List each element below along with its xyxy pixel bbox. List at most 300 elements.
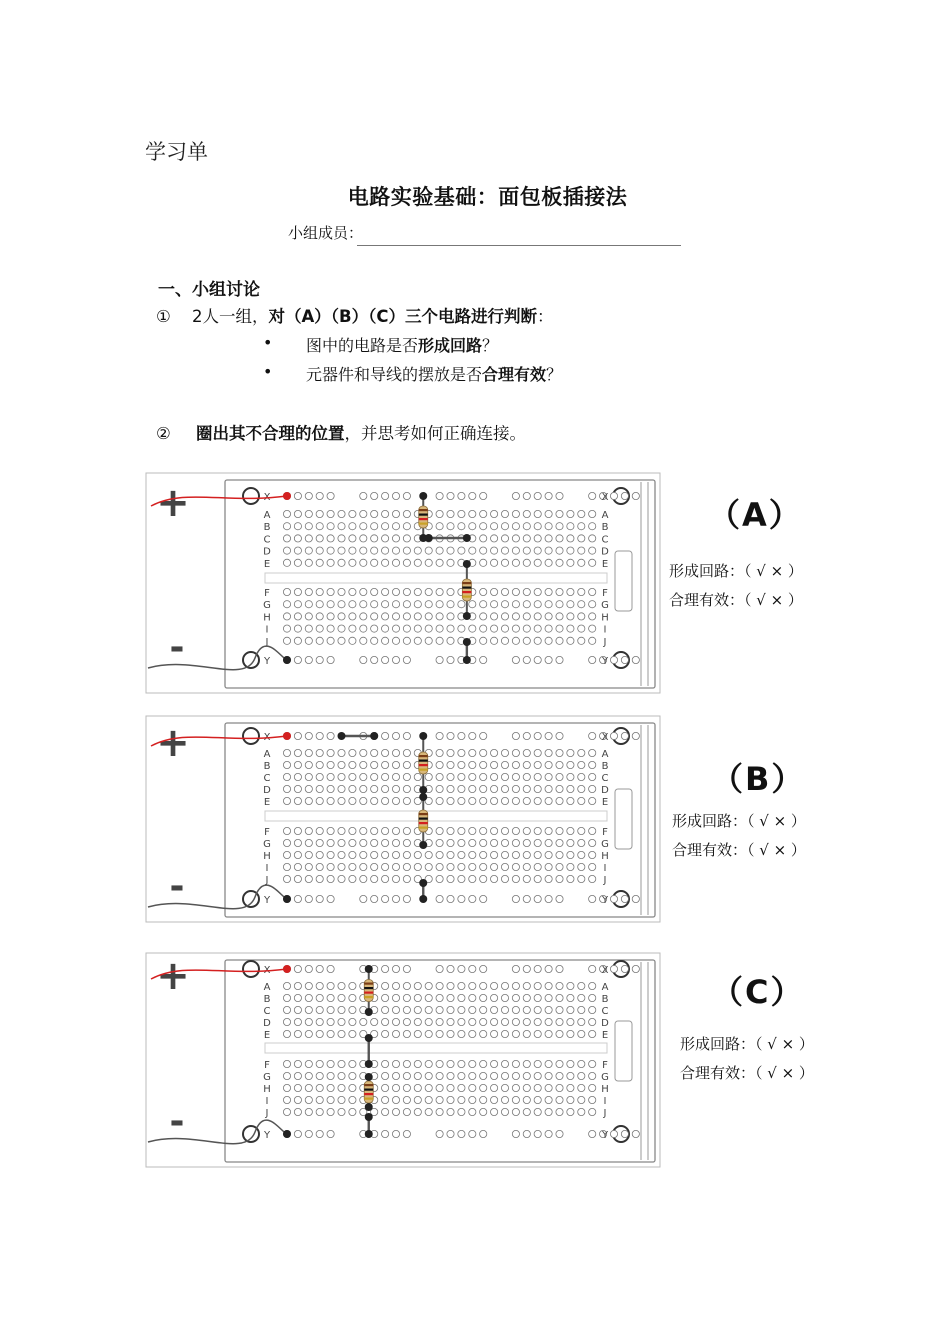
breadboard-hole <box>480 773 487 780</box>
breadboard-hole <box>403 1018 410 1025</box>
rail-hole <box>294 965 301 972</box>
breadboard-hole <box>316 1072 323 1079</box>
rail-hole <box>371 656 378 663</box>
breadboard-hole <box>382 773 389 780</box>
breadboard-a <box>145 472 665 694</box>
breadboard-hole <box>327 827 334 834</box>
breadboard-hole <box>491 523 498 530</box>
breadboard-hole <box>545 1072 552 1079</box>
breadboard-hole <box>338 797 345 804</box>
resistor-end <box>419 732 427 740</box>
loop-choice[interactable]: 形成回路：（ √ × ） <box>680 1035 814 1053</box>
breadboard-hole <box>403 1060 410 1067</box>
wire-end <box>365 1060 373 1068</box>
breadboard-hole <box>501 1108 508 1115</box>
row-label: F <box>602 827 608 838</box>
breadboard-hole <box>447 827 454 834</box>
breadboard-hole <box>403 1006 410 1013</box>
breadboard-hole <box>371 851 378 858</box>
breadboard-hole <box>469 994 476 1001</box>
breadboard-hole <box>316 773 323 780</box>
breadboard-hole <box>425 613 432 620</box>
breadboard-hole <box>338 851 345 858</box>
breadboard-hole <box>480 785 487 792</box>
breadboard-hole <box>392 510 399 517</box>
breadboard-hole <box>578 601 585 608</box>
breadboard-hole <box>349 875 356 882</box>
resistor-end <box>365 1103 373 1111</box>
rail-hole <box>512 895 519 902</box>
breadboard-hole <box>512 523 519 530</box>
breadboard-hole <box>327 523 334 530</box>
valid-choice[interactable]: 合理有效：（ √ × ） <box>680 1064 814 1082</box>
breadboard-hole <box>425 1018 432 1025</box>
breadboard-hole <box>545 637 552 644</box>
breadboard-hole <box>294 510 301 517</box>
breadboard-hole <box>349 601 356 608</box>
breadboard-hole <box>305 559 312 566</box>
breadboard-hole <box>403 875 410 882</box>
breadboard-hole <box>283 510 290 517</box>
breadboard-hole <box>305 1072 312 1079</box>
rail-hole <box>327 1130 334 1137</box>
breadboard-hole <box>294 1084 301 1091</box>
breadboard-hole <box>458 982 465 989</box>
breadboard-hole <box>294 749 301 756</box>
row-label: I <box>265 863 269 874</box>
breadboard-hole <box>305 749 312 756</box>
breadboard-hole <box>414 588 421 595</box>
breadboard-hole <box>512 1018 519 1025</box>
breadboard-hole <box>305 827 312 834</box>
breadboard-hole <box>392 601 399 608</box>
breadboard-hole <box>305 1006 312 1013</box>
breadboard-hole <box>512 875 519 882</box>
breadboard-hole <box>436 510 443 517</box>
breadboard-hole <box>567 982 574 989</box>
breadboard-hole <box>545 1096 552 1103</box>
breadboard-hole <box>436 1030 443 1037</box>
breadboard-hole <box>491 785 498 792</box>
rail-hole <box>610 965 617 972</box>
breadboard-hole <box>501 839 508 846</box>
breadboard-hole <box>403 588 410 595</box>
breadboard-hole <box>425 1072 432 1079</box>
task-text-end: ： <box>536 307 554 326</box>
breadboard-hole <box>458 1006 465 1013</box>
breadboard-hole <box>480 1108 487 1115</box>
breadboard-hole <box>578 875 585 882</box>
plus-terminal: + <box>156 720 190 766</box>
breadboard-hole <box>545 510 552 517</box>
breadboard-hole <box>501 547 508 554</box>
row-label: D <box>601 546 609 558</box>
rail-hole <box>327 656 334 663</box>
breadboard-hole <box>578 1108 585 1115</box>
row-label: C <box>601 1006 609 1017</box>
breadboard-hole <box>382 625 389 632</box>
breadboard-hole <box>523 547 530 554</box>
breadboard-hole <box>294 1030 301 1037</box>
rail-hole <box>621 656 628 663</box>
breadboard-hole <box>480 851 487 858</box>
breadboard-hole <box>523 749 530 756</box>
breadboard-hole <box>567 851 574 858</box>
breadboard-hole <box>338 875 345 882</box>
side-slot <box>615 551 632 611</box>
rail-hole <box>523 656 530 663</box>
breadboard-hole <box>589 1018 596 1025</box>
breadboard-hole <box>534 982 541 989</box>
breadboard-hole <box>425 1030 432 1037</box>
breadboard-hole <box>556 797 563 804</box>
breadboard-hole <box>501 1072 508 1079</box>
breadboard-figure-b <box>145 715 665 923</box>
breadboard-hole <box>360 510 367 517</box>
breadboard-hole <box>447 1060 454 1067</box>
rail-hole <box>556 965 563 972</box>
resistor-band <box>419 760 428 762</box>
rail-hole <box>305 965 312 972</box>
breadboard-hole <box>294 601 301 608</box>
breadboard-hole <box>327 1096 334 1103</box>
rail-hole <box>534 895 541 902</box>
breadboard-hole <box>294 761 301 768</box>
breadboard-hole <box>414 863 421 870</box>
rail-hole <box>534 732 541 739</box>
breadboard-hole <box>589 773 596 780</box>
breadboard-hole <box>392 875 399 882</box>
red-wire-end <box>283 965 291 973</box>
breadboard-hole <box>480 1018 487 1025</box>
breadboard-hole <box>283 875 290 882</box>
breadboard-hole <box>578 613 585 620</box>
breadboard-hole <box>327 547 334 554</box>
breadboard-hole <box>360 613 367 620</box>
breadboard-hole <box>316 637 323 644</box>
breadboard-hole <box>414 1018 421 1025</box>
breadboard-hole <box>512 863 519 870</box>
breadboard-hole <box>294 1018 301 1025</box>
breadboard-hole <box>294 851 301 858</box>
row-label: Y <box>263 895 271 906</box>
breadboard-hole <box>534 613 541 620</box>
rail-hole <box>458 895 465 902</box>
breadboard-hole <box>403 613 410 620</box>
breadboard-hole <box>294 785 301 792</box>
breadboard-hole <box>403 559 410 566</box>
breadboard-hole <box>360 749 367 756</box>
rail-hole <box>610 1130 617 1137</box>
breadboard-hole <box>556 637 563 644</box>
breadboard-hole <box>545 535 552 542</box>
bullet-text: 图中的电路是否 <box>306 336 419 355</box>
wire-end <box>425 534 433 542</box>
resistor-band <box>462 596 471 598</box>
breadboard-hole <box>589 749 596 756</box>
task-item-1 <box>156 303 553 327</box>
breadboard-hole <box>382 637 389 644</box>
breadboard-hole <box>480 1060 487 1067</box>
breadboard-hole <box>283 523 290 530</box>
breadboard-hole <box>491 637 498 644</box>
row-label: G <box>601 1072 609 1083</box>
breadboard-hole <box>480 547 487 554</box>
breadboard-hole <box>349 1030 356 1037</box>
row-label: E <box>601 558 609 570</box>
valid-choice[interactable]: 合理有效：（ √ × ） <box>669 591 803 609</box>
rail-hole <box>589 732 596 739</box>
row-label: H <box>601 851 609 862</box>
breadboard-hole <box>305 613 312 620</box>
breadboard-hole <box>403 1084 410 1091</box>
wire-end <box>419 895 427 903</box>
breadboard-hole <box>534 773 541 780</box>
breadboard-hole <box>480 827 487 834</box>
row-label: C <box>601 534 609 546</box>
breadboard-hole <box>294 613 301 620</box>
rail-hole <box>469 732 476 739</box>
valid-choice[interactable]: 合理有效：（ √ × ） <box>672 841 806 859</box>
breadboard-hole <box>491 982 498 989</box>
breadboard-hole <box>480 523 487 530</box>
breadboard-hole <box>371 863 378 870</box>
row-label: X <box>601 732 609 743</box>
breadboard-hole <box>491 1108 498 1115</box>
breadboard-hole <box>567 637 574 644</box>
breadboard-hole <box>392 982 399 989</box>
red-wire-end <box>283 492 291 500</box>
loop-choice[interactable]: 形成回路：（ √ × ） <box>669 562 803 580</box>
rail-hole <box>294 1130 301 1137</box>
row-label: D <box>263 1018 271 1029</box>
rail-hole <box>294 732 301 739</box>
breadboard-hole <box>589 535 596 542</box>
breadboard-hole <box>545 523 552 530</box>
breadboard-hole <box>392 547 399 554</box>
breadboard-hole <box>425 1096 432 1103</box>
rail-hole <box>480 1130 487 1137</box>
breadboard-hole <box>501 1096 508 1103</box>
breadboard-hole <box>501 827 508 834</box>
breadboard-hole <box>534 1072 541 1079</box>
breadboard-hole <box>414 547 421 554</box>
breadboard-hole <box>425 1060 432 1067</box>
breadboard-hole <box>447 994 454 1001</box>
breadboard-hole <box>578 827 585 834</box>
breadboard-hole <box>491 1018 498 1025</box>
breadboard-hole <box>556 547 563 554</box>
rail-hole <box>632 965 639 972</box>
breadboard-hole <box>501 749 508 756</box>
rail-hole <box>382 1130 389 1137</box>
resistor-band <box>364 992 373 994</box>
rail-hole <box>360 656 367 663</box>
breadboard-hole <box>556 535 563 542</box>
resistor-end <box>419 786 427 794</box>
rail-hole <box>512 965 519 972</box>
rail-hole <box>480 492 487 499</box>
breadboard-hole <box>294 773 301 780</box>
circuit-label: （C） <box>711 973 805 1011</box>
rail-hole <box>371 492 378 499</box>
breadboard-hole <box>349 994 356 1001</box>
breadboard-hole <box>436 839 443 846</box>
breadboard-hole <box>556 1108 563 1115</box>
breadboard-hole <box>436 1072 443 1079</box>
breadboard-hole <box>491 851 498 858</box>
breadboard-hole <box>436 785 443 792</box>
breadboard-hole <box>545 785 552 792</box>
breadboard-hole <box>382 982 389 989</box>
breadboard-hole <box>556 1006 563 1013</box>
rail-hole <box>556 492 563 499</box>
breadboard-hole <box>327 1018 334 1025</box>
breadboard-hole <box>316 547 323 554</box>
rail-hole <box>305 1130 312 1137</box>
breadboard-hole <box>305 785 312 792</box>
breadboard-hole <box>382 994 389 1001</box>
breadboard-hole <box>371 761 378 768</box>
breadboard-hole <box>327 613 334 620</box>
breadboard-hole <box>294 1006 301 1013</box>
breadboard-hole <box>589 994 596 1001</box>
breadboard-hole <box>447 588 454 595</box>
rail-hole <box>447 965 454 972</box>
breadboard-hole <box>349 982 356 989</box>
breadboard-hole <box>360 839 367 846</box>
rail-hole <box>480 732 487 739</box>
breadboard-hole <box>578 637 585 644</box>
rail-hole <box>480 895 487 902</box>
breadboard-hole <box>305 994 312 1001</box>
breadboard-hole <box>458 839 465 846</box>
breadboard-hole <box>567 535 574 542</box>
breadboard-hole <box>327 1084 334 1091</box>
row-label: B <box>263 522 271 534</box>
breadboard-hole <box>447 749 454 756</box>
breadboard-hole <box>447 625 454 632</box>
breadboard-hole <box>523 637 530 644</box>
breadboard-hole <box>469 1072 476 1079</box>
breadboard-hole <box>338 1030 345 1037</box>
loop-choice[interactable]: 形成回路：（ √ × ） <box>672 812 806 830</box>
breadboard-hole <box>392 1108 399 1115</box>
breadboard-hole <box>447 523 454 530</box>
breadboard-hole <box>469 875 476 882</box>
breadboard-hole <box>534 523 541 530</box>
breadboard-hole <box>567 1030 574 1037</box>
members-input-line[interactable] <box>357 245 681 246</box>
breadboard-hole <box>545 1006 552 1013</box>
breadboard-hole <box>316 1084 323 1091</box>
breadboard-hole <box>501 1060 508 1067</box>
breadboard-hole <box>578 1060 585 1067</box>
breadboard-hole <box>360 827 367 834</box>
breadboard-hole <box>436 797 443 804</box>
breadboard-hole <box>491 1096 498 1103</box>
breadboard-hole <box>360 523 367 530</box>
breadboard-hole <box>512 1108 519 1115</box>
breadboard-hole <box>589 1084 596 1091</box>
breadboard-hole <box>578 773 585 780</box>
row-label: G <box>263 600 271 612</box>
breadboard-hole <box>371 875 378 882</box>
rail-hole <box>589 895 596 902</box>
breadboard-hole <box>360 863 367 870</box>
breadboard-hole <box>512 1030 519 1037</box>
breadboard-hole <box>327 637 334 644</box>
breadboard-hole <box>316 982 323 989</box>
breadboard-hole <box>360 797 367 804</box>
rail-hole <box>382 656 389 663</box>
breadboard-hole <box>578 625 585 632</box>
breadboard-hole <box>294 994 301 1001</box>
breadboard-hole <box>589 839 596 846</box>
resistor-band <box>364 1089 373 1091</box>
breadboard-hole <box>414 982 421 989</box>
breadboard-hole <box>382 1108 389 1115</box>
row-label: E <box>601 797 609 808</box>
breadboard-hole <box>480 625 487 632</box>
breadboard-hole <box>403 797 410 804</box>
breadboard-hole <box>523 535 530 542</box>
breadboard-hole <box>447 1006 454 1013</box>
breadboard-hole <box>458 547 465 554</box>
breadboard-hole <box>305 1084 312 1091</box>
breadboard-hole <box>534 535 541 542</box>
breadboard-hole <box>534 1030 541 1037</box>
breadboard-hole <box>556 613 563 620</box>
breadboard-hole <box>436 749 443 756</box>
row-label: H <box>601 1084 609 1095</box>
rail-hole <box>556 895 563 902</box>
breadboard-hole <box>392 773 399 780</box>
breadboard-hole <box>567 1084 574 1091</box>
worksheet-label: 学习单 <box>145 140 208 164</box>
breadboard-hole <box>578 785 585 792</box>
rail-hole <box>523 492 530 499</box>
breadboard-hole <box>567 559 574 566</box>
breadboard-hole <box>534 559 541 566</box>
breadboard-hole <box>458 1018 465 1025</box>
resistor-band <box>364 983 373 985</box>
breadboard-hole <box>480 1006 487 1013</box>
rail-hole <box>469 1130 476 1137</box>
breadboard-hole <box>316 588 323 595</box>
breadboard-hole <box>349 749 356 756</box>
breadboard-hole <box>436 1084 443 1091</box>
breadboard-hole <box>589 510 596 517</box>
breadboard-hole <box>327 863 334 870</box>
breadboard-hole <box>523 839 530 846</box>
breadboard-hole <box>305 535 312 542</box>
breadboard-hole <box>491 749 498 756</box>
rail-hole <box>556 656 563 663</box>
row-label: J <box>265 1108 269 1119</box>
breadboard-hole <box>403 1072 410 1079</box>
breadboard-hole <box>556 625 563 632</box>
breadboard-hole <box>425 1006 432 1013</box>
breadboard-hole <box>403 773 410 780</box>
breadboard-hole <box>349 1108 356 1115</box>
row-label: J <box>265 875 269 886</box>
breadboard-hole <box>480 588 487 595</box>
breadboard-hole <box>589 1060 596 1067</box>
breadboard-hole <box>556 749 563 756</box>
breadboard-hole <box>316 625 323 632</box>
breadboard-hole <box>392 535 399 542</box>
